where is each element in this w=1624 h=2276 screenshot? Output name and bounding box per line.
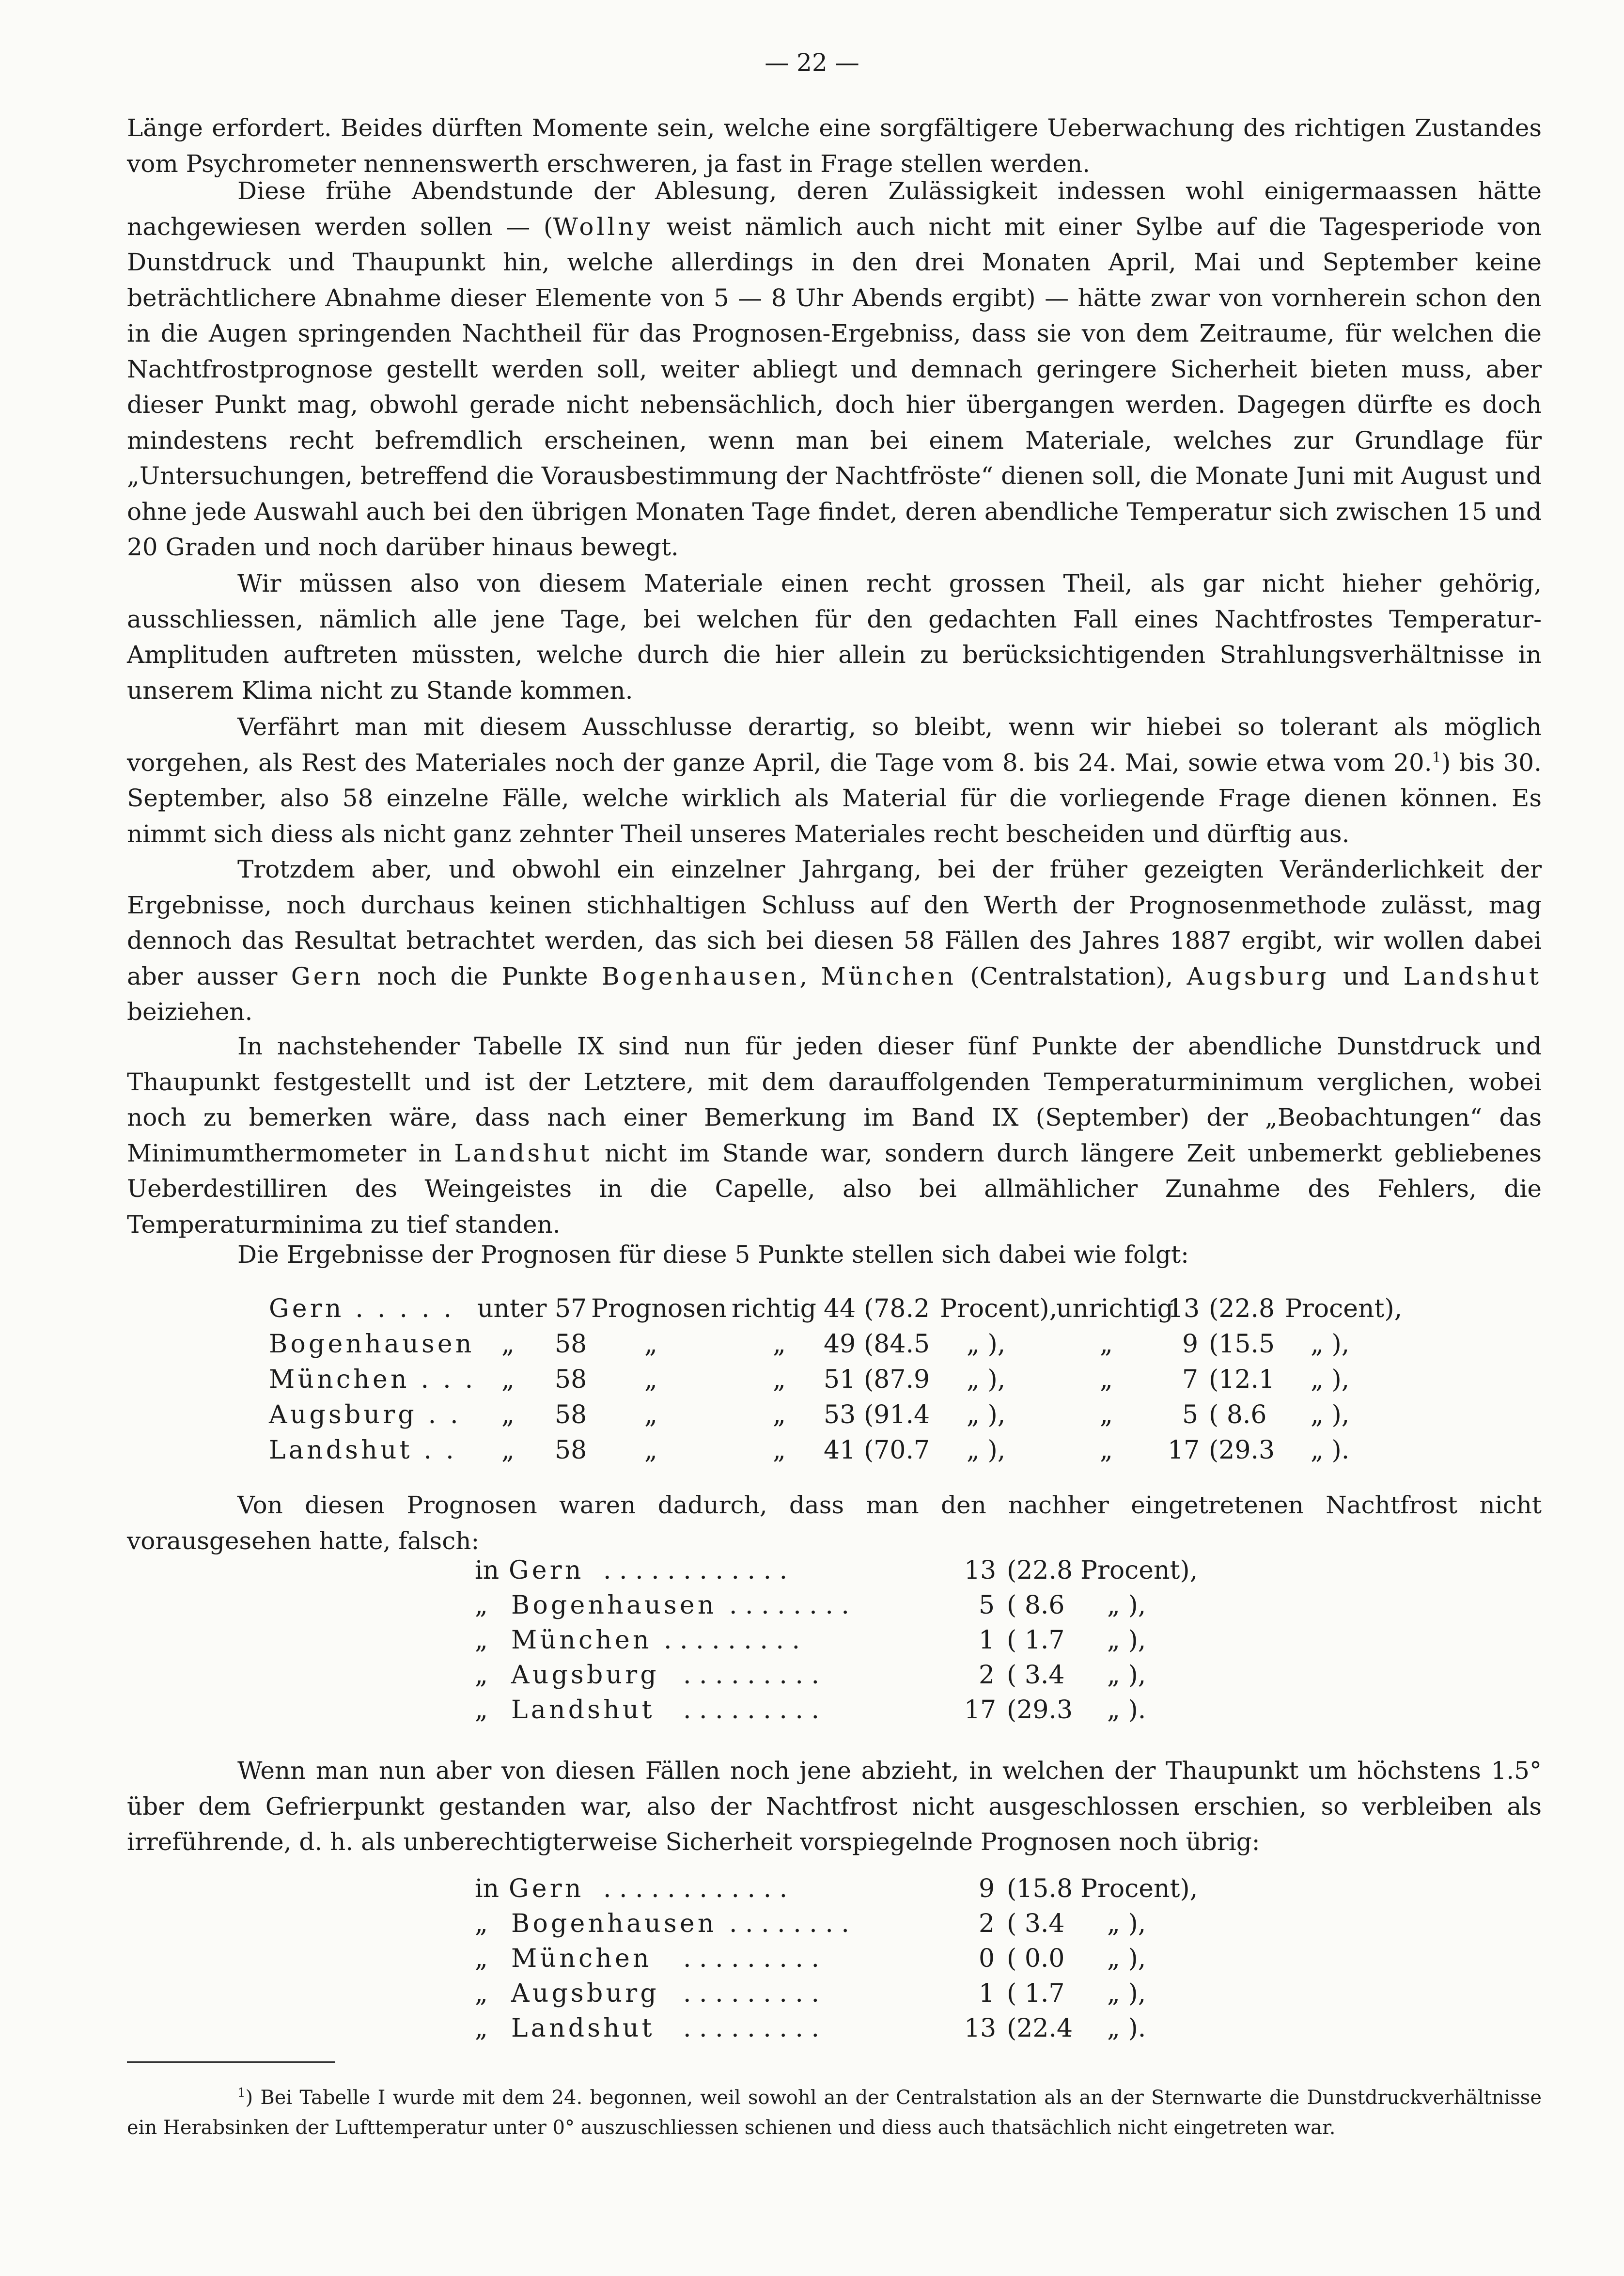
paragraph-7: Von diesen Prognosen waren dadurch, dass man den nachher eingetretenen Nachtfrost nicht vorausgesehen hatte, falsch: (127, 1491, 1542, 1555)
paragraph-6: Die Ergebnisse der Prognosen für diese 5 Punkte stellen sich dabei wie folgt: (237, 1240, 1189, 1269)
paragraph-8: Wenn man nun aber von diesen Fällen noch jene abzieht, in welchen der Thaupunkt um höchstens 1.5° über dem Gefrierpunkt gestanden war, also der Nachtfrost nicht ausgeschlossen erschien, so verbleiben als irreführende, d. h. als unberechtigterweise Sicherheit vorspiegelnde Prognosen noch übrig: (127, 1757, 1542, 1856)
place-bogenhausen: Bogenhausen (601, 962, 800, 990)
name-wollny: Wollny (553, 212, 653, 241)
place-gern: Gern (291, 962, 364, 990)
page-number: — 22 — (765, 48, 859, 77)
footnote-divider (127, 2061, 335, 2063)
paragraph-0: Länge erfordert. Beides dürften Momente sein, welche eine sorgfältigere Ueberwachung des richtigen Zustandes vom Psychrometer nennenswerth erschweren, ja fast in Frage stellen werden. (127, 114, 1542, 178)
place-landshut-2: Landshut (454, 1139, 593, 1167)
paragraph-1: Diese frühe Abendstunde der Ablesung, deren Zulässigkeit indessen wohl einigermaassen hätte nachgewiesen werden sollen — (Wollny weist nämlich auch nicht mit einer Sylbe auf die Tagesperiode von Dunstdruck und Thaupunkt hin, welche allerdings in den drei Monaten April, Mai und September keine beträchtlichere Abnahme dieser Elemente von 5 — 8 Uhr Abends ergibt) — hätte zwar von vornherein schon den in die Augen springenden Nachtheil für das Prognosen-Ergebniss, dass sie von dem Zeitraume, für welchen die Nachtfrostprognose gestellt werden soll, weiter abliegt und demnach geringere Sicherheit bieten muss, aber dieser Punkt mag, obwohl gerade nicht nebensächlich, doch hier übergangen werden. Dagegen dürfte es doch mindestens recht befremdlich erscheinen, wenn man bei einem Materiale, welches zur Grundlage für „Untersuchungen, betreffend die Vorausbestimmung der Nachtfröste“ dienen soll, die Monate Juni mit August und ohne jede Auswahl auch bei den übrigen Monaten Tage findet, deren abendliche Temperatur sich zwischen 15 und 20 Graden und noch darüber hinaus bewegt. (127, 177, 1542, 561)
footnote-reference: 1 (1432, 749, 1441, 766)
footnote-marker: 1 (237, 2086, 246, 2101)
paragraph-2: Wir müssen also von diesem Materiale einen recht grossen Theil, als gar nicht hieher gehörig, ausschliessen, nämlich alle jene Tage, bei welchen für den gedachten Fall eines Nachtfrostes Temperatur-Amplituden auftreten müssten, welche durch die hier allein zu berücksichtigenden Strahlungsverhältnisse in unserem Klima nicht zu Stande kommen. (127, 569, 1542, 705)
place-muenchen: München (821, 962, 957, 990)
paragraph-5: In nachstehender Tabelle IX sind nun für jeden dieser fünf Punkte der abendliche Dunstdruck und Thaupunkt festgestellt und ist der Letztere, mit dem darauffolgenden Temperaturminimum verglichen, wobei noch zu bemerken wäre, dass nach einer Bemerkung im Band IX (September) der „Beobachtungen“ das Minimumthermometer in Landshut nicht im Stande war, sondern durch längere Zeit unbemerkt gebliebenes Ueberdestilliren des Weingeistes in die Capelle, also bei allmählicher Zunahme des Fehlers, die Temperaturminima zu tief standen. (127, 1032, 1542, 1239)
place-augsburg: Augsburg (1187, 962, 1329, 990)
place-landshut: Landshut (1403, 962, 1542, 990)
page: — 22 — Länge erfordert. Beides dürften Momente sein, welche eine sorgfältigere Ueberwachung des richtigen Zustandes vom Psychrometer nennenswerth erschweren, ja fast in Frage stellen werden. Diese frühe Abendstunde der Ablesung, deren Zulässigkeit indessen wohl einigermaassen hätte nachgewiesen werden sollen — (Wollny weist nämlich auch nicht mit einer Sylbe auf die Tagesperiode von Dunstdruck und Thaupunkt hin, welche allerdings in den drei Monaten April, Mai und September keine beträchtlichere Abnahme dieser Elemente von 5 — 8 Uhr Abends ergibt) — hätte zwar von vornherein schon den in die Augen springenden Nachtheil für das Prognosen-Ergebniss, dass sie von dem Zeitraume, für welchen die Nachtfrostprognose gestellt werden soll, weiter abliegt und demnach geringere Sicherheit bieten muss, aber dieser Punkt mag, obwohl gerade nicht nebensächlich, doch hier übergangen werden. Dagegen dürfte es doch mindestens recht befremdlich erscheinen, wenn man bei einem Materiale, welches zur Grundlage für „Untersuchungen, betreffend die Vorausbestimmung der Nachtfröste“ dienen soll, die Monate Juni mit August und ohne jede Auswahl auch bei den übrigen Monaten Tage findet, deren abendliche Temperatur sich zwischen 15 und 20 Graden und noch darüber hinaus bewegt. Wir müssen also von diesem Materiale einen recht grossen Theil, als gar nicht hieher gehörig, ausschliessen, nämlich alle jene Tage, bei welchen für den gedachten Fall eines Nachtfrostes Temperatur-Amplituden auftreten müssten, welche durch die hier allein zu berücksichtigenden Strahlungsverhältnisse in unserem Klima nicht zu Stande kommen. Verfährt man mit diesem Ausschlusse derartig, so bleibt, wenn wir hiebei so tolerant als möglich vorgehen, als Rest des Materiales noch der ganze April, die Tage vom 8. bis 24. Mai, sowie etwa vom 20.$^1$) bis 30. September, also 58 einzelne Fälle, welche wirklich als Material für die vorliegende Frage dienen können. Es nimmt sich diess als nicht ganz zehnter Theil unseres Materiales recht bescheiden und dürftig aus. Trotzdem aber, und obwohl ein einzelner Jahrgang, bei der früher gezeigten Veränderlichkeit der Ergebnisse, noch durchaus keinen stichhaltigen Schluss auf den Werth der Prognosenmethode zulässt, mag dennoch das Resultat betrachtet werden, das sich bei diesen 58 Fällen des Jahres 1887 ergibt, wir wollen dabei aber ausser Gern noch die Punkte Bogenhausen, München (Centralstation), Augsburg und Landshut beiziehen. In nachstehender Tabelle IX sind nun für jeden dieser fünf Punkte der abendliche Dunstdruck und Thaupunkt festgestellt und ist der Letztere, mit dem darauffolgenden Temperaturminimum verglichen, wobei noch zu bemerken wäre, dass nach einer Bemerkung im Band IX (September) der „Beobachtungen“ das Minimumthermometer in Landshut nicht im Stande war, sondern durch längere Zeit unbemerkt gebliebenes Ueberdestilliren des Weingeistes in die Capelle, also bei allmählicher Zunahme des Fehlers, die Temperaturminima zu tief standen. Die Ergebnisse der Prognosen für diese 5 Punkte stellen sich dabei wie folgt: Gern . . . . . unter 57 Prognosen richtig 44 (78.2 Procent), unrichtig 13 (22.8 Procent), Bogenhausen „ 58 „ „ 49 (84.5 „ ), „ 9 (15.5 „ ), München . . . „ 58 „ „ 51 (87.9 „ ), „ 7 (12.1 „ ), Augsburg . . „ 58 „ „ 53 (91.4 „ ), „ 5 ( 8.6 „ ), Landshut . . „ 58 „ „ 41 (70.7 „ ), „ 17 (29.3 „ ). Von diesen Prognosen waren dadurch, dass man den nachher eingetretenen Nachtfrost nicht vorausgesehen hatte, falsch: in Gern . . . . . . . . . . . . 13 (22.8 Procent), „ Bogenhausen . . . . . . . . 5 ( 8.6 „ ), „ München . . . . . . . . . 1 ( 1.7 „ ), „ Augsburg . . . . . . . . . 2 ( 3.4 „ ), „ Landshut . . . . . . . . . 17 (29.3 „ ). Wenn man nun aber von diesen Fällen noch jene abzieht, in welchen der Thaupunkt um höchstens 1.5° über dem Gefrierpunkt gestanden war, also der Nachtfrost nicht ausgeschlossen erschien, so verbleiben als irreführende, d. h. als unberechtigterweise Sicherheit vorspiegelnde Prognosen noch übrig: in Gern . . . . . . . . . . . . 9 (15.8 Procent), „ Bogenhausen . . . . . . . . 2 ( 3.4 „ ), „ München . . . . . . . . . 0 ( 0.0 „ ), „ Augsburg . . . . . . . . . 1 ( 1.7 „ ), „ Landshut . . . . . . . . . 13 (22.4 „ ). $^1$) Bei Tabelle I wurde mit dem 24. begonnen, weil sowohl an der Centralstation als an der Sternwarte die Dunstdruckverhältnisse ein Herabsinken der Lufttemperatur unter 0° auszuschliessen schienen und diess auch thatsächlich nicht eingetreten war. (0, 0, 1624, 2276)
paragraph-4: Trotzdem aber, und obwohl ein einzelner Jahrgang, bei der früher gezeigten Veränderlichkeit der Ergebnisse, noch durchaus keinen stichhaltigen Schluss auf den Werth der Prognosenmethode zulässt, mag dennoch das Resultat betrachtet werden, das sich bei diesen 58 Fällen des Jahres 1887 ergibt, wir wollen dabei aber ausser Gern noch die Punkte Bogenhausen, München (Centralstation), Augsburg und Landshut beiziehen. (127, 855, 1542, 1026)
footnote: $^1$) Bei Tabelle I wurde mit dem 24. begonnen, weil sowohl an der Centralstation als an der Sternwarte die Dunstdruckverhältnisse ein Herabsinken der Lufttemperatur unter 0° auszuschliessen schienen und diess auch thatsächlich nicht eingetreten war. (127, 2086, 1542, 2139)
paragraph-3: Verfährt man mit diesem Ausschlusse derartig, so bleibt, wenn wir hiebei so tolerant als möglich vorgehen, als Rest des Materiales noch der ganze April, die Tage vom 8. bis 24. Mai, sowie etwa vom 20.$^1$) bis 30. September, also 58 einzelne Fälle, welche wirklich als Material für die vorliegende Frage dienen können. Es nimmt sich diess als nicht ganz zehnter Theil unseres Materiales recht bescheiden und dürftig aus. (127, 713, 1542, 848)
